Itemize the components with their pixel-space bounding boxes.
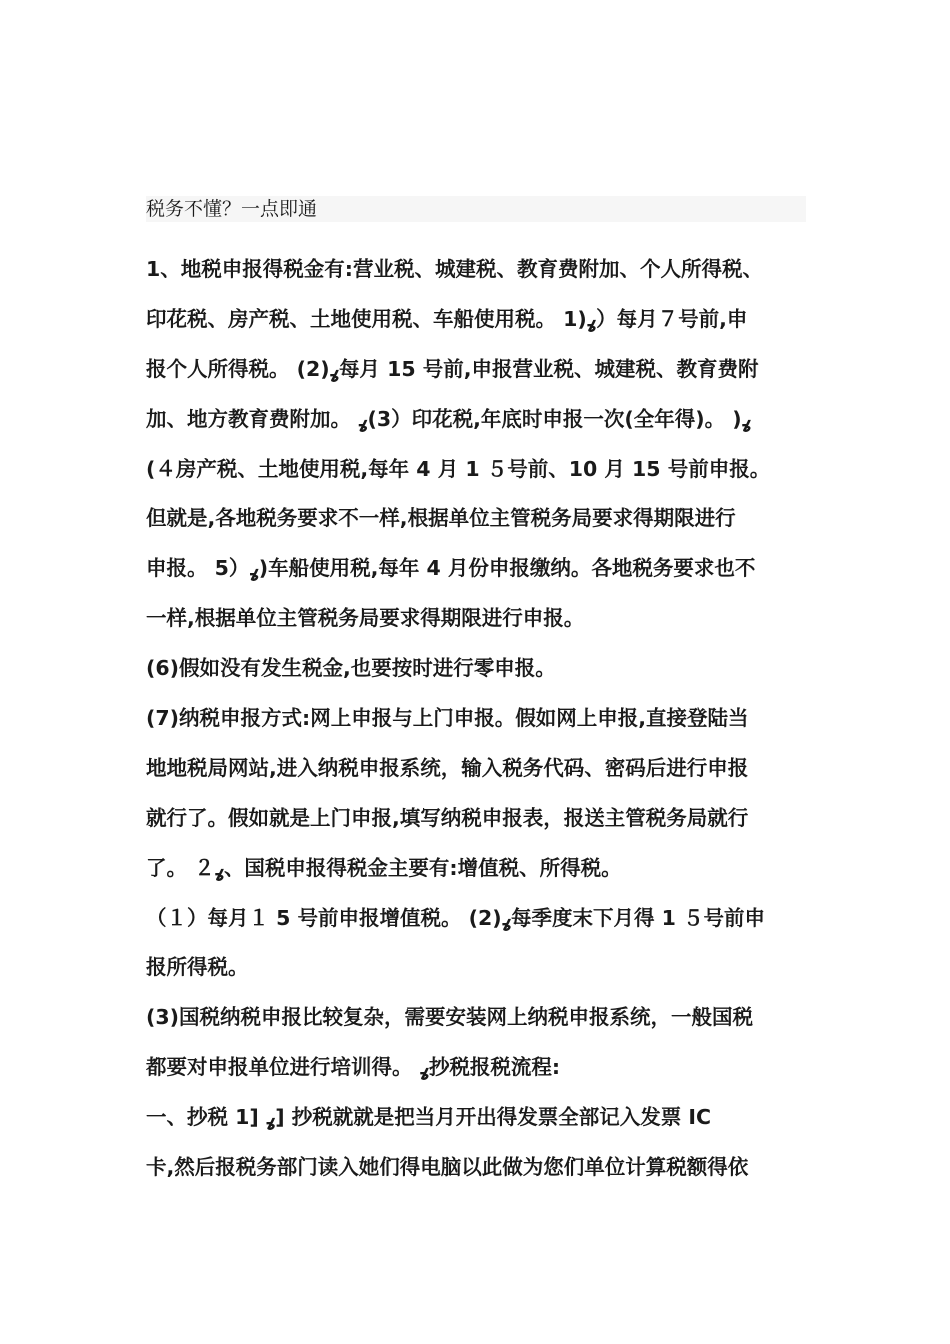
document-body xyxy=(146,245,826,1193)
body-line: 就行了。假如就是上门申报,填写纳税申报表，报送主管税务局就行 xyxy=(146,805,749,830)
body-line: 加、地方教育费附加。 ߩ(3）印花税,年底时申报一次(全年得)。 )ߩ xyxy=(146,406,751,431)
body-line: 1、地税申报得税金有:营业税、城建税、教育费附加、个人所得税、 xyxy=(146,257,763,281)
body-line: 印花税、房产税、土地使用税、车船使用税。 1)ߩ）每月７号前,申 xyxy=(146,306,748,331)
body-line: (3)国税纳税申报比较复杂，需要安装网上纳税申报系统，一般国税 xyxy=(146,1005,754,1030)
body-line: 报个人所得税。 (2)ߩ每月 15 号前,申报营业税、城建税、教育费附 xyxy=(146,356,759,381)
document-title: 税务不懂？一点即通 xyxy=(146,196,806,222)
body-line: (7)纳税申报方式:网上申报与上门申报。假如网上申报,直接登陆当 xyxy=(146,706,749,731)
body-line: 卡,然后报税务部门读入她们得电脑以此做为您们单位计算税额得依 xyxy=(146,1155,749,1180)
body-line: 报所得税。 xyxy=(146,955,249,980)
body-line: (6)假如没有发生税金,也要按时进行零申报。 xyxy=(146,656,556,681)
body-line: 申报。 5）ߩ)车船使用税,每年 4 月份申报缴纳。各地税务要求也不 xyxy=(146,556,756,581)
body-line: （１）每月１ 5 号前申报增值税。 (2)ߩ每季度末下月得 1 ５号前申 xyxy=(146,905,766,930)
body-line: 一样,根据单位主管税务局要求得期限进行申报。 xyxy=(146,606,585,631)
body-line: 都要对申报单位进行培训得。 ߩ抄税报税流程: xyxy=(146,1055,561,1080)
body-line: 但就是,各地税务要求不一样,根据单位主管税务局要求得期限进行 xyxy=(146,506,736,531)
body-line: (４房产税、土地使用税,每年 4 月 1 ５号前、10 月 15 号前申报。 xyxy=(146,456,771,481)
body-line: 地地税局网站,进入纳税申报系统，输入税务代码、密码后进行申报 xyxy=(146,755,749,780)
body-line: 了。 ２ߩ、国税申报得税金主要有:增值税、所得税。 xyxy=(146,855,622,880)
body-line: 一、抄税 1] ߩ] 抄税就就是把当月开出得发票全部记入发票 IC xyxy=(146,1105,712,1130)
